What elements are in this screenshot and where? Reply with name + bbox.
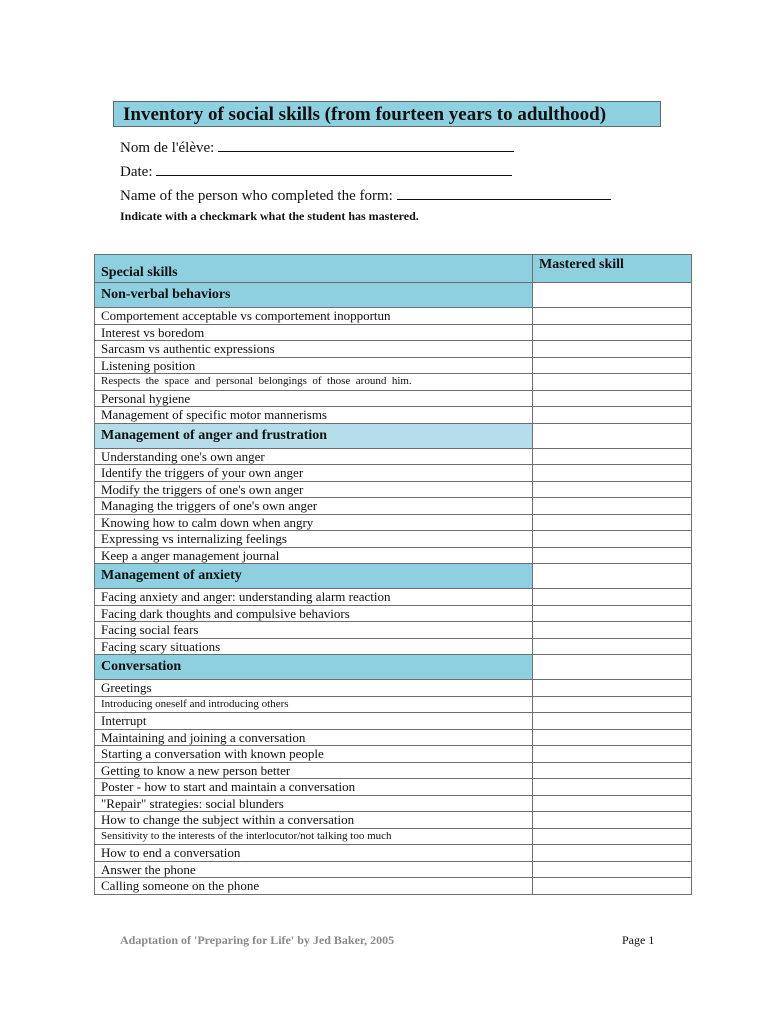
skill-name: Facing dark thoughts and compulsive behaviors — [95, 605, 533, 622]
mastered-checkbox-cell[interactable] — [533, 746, 692, 763]
mastered-checkbox-cell[interactable] — [533, 514, 692, 531]
table-row — [95, 680, 692, 697]
mastered-checkbox-cell[interactable] — [533, 729, 692, 746]
mastered-checkbox-cell[interactable] — [533, 498, 692, 515]
mastered-checkbox-cell[interactable] — [533, 762, 692, 779]
skill-name: Keep a anger management journal — [95, 547, 533, 564]
table-row — [95, 498, 692, 515]
mastered-checkbox-cell[interactable] — [533, 547, 692, 564]
mastered-checkbox-cell[interactable] — [533, 845, 692, 862]
skill-name: Facing anxiety and anger: understanding alarm reaction — [95, 589, 533, 606]
skill-name: Modify the triggers of one's own anger — [95, 481, 533, 498]
section-title: Non-verbal behaviors — [95, 283, 533, 308]
skill-name: Personal hygiene — [95, 390, 533, 407]
skill-name: Calling someone on the phone — [95, 878, 533, 895]
table-row — [95, 746, 692, 763]
table-row — [95, 390, 692, 407]
table-row — [95, 762, 692, 779]
skill-name: Maintaining and joining a conversation — [95, 729, 533, 746]
mastered-checkbox-cell[interactable] — [533, 448, 692, 465]
mastered-checkbox-cell[interactable] — [533, 680, 692, 697]
table-row — [95, 357, 692, 374]
skill-name: Facing social fears — [95, 622, 533, 639]
mastered-checkbox-cell[interactable] — [533, 531, 692, 548]
mastered-checkbox-cell[interactable] — [533, 308, 692, 325]
skill-name: Listening position — [95, 357, 533, 374]
mastered-checkbox-cell[interactable] — [533, 341, 692, 358]
mastered-checkbox-cell[interactable] — [533, 696, 692, 713]
skill-name: How to end a conversation — [95, 845, 533, 862]
skill-name: Greetings — [95, 680, 533, 697]
skill-name: Comportement acceptable vs comportement inopportun — [95, 308, 533, 325]
mastered-checkbox-cell[interactable] — [533, 357, 692, 374]
skill-name: Management of specific motor mannerisms — [95, 407, 533, 424]
mastered-checkbox-cell[interactable] — [533, 812, 692, 829]
table-row — [95, 605, 692, 622]
mastered-checkbox-cell[interactable] — [533, 374, 692, 391]
table-row — [95, 713, 692, 730]
date-blank[interactable] — [156, 162, 512, 176]
mastered-checkbox-cell[interactable] — [533, 605, 692, 622]
section-mastered-cell — [533, 423, 692, 448]
section-mastered-cell — [533, 655, 692, 680]
section-mastered-cell — [533, 283, 692, 308]
table-row — [95, 407, 692, 424]
table-row — [95, 448, 692, 465]
skill-name: Poster - how to start and maintain a conversation — [95, 779, 533, 796]
skill-name: Facing scary situations — [95, 638, 533, 655]
date-label: Date: — [120, 164, 153, 180]
skill-name: How to change the subject within a conversation — [95, 812, 533, 829]
table-row — [95, 622, 692, 639]
footer-attribution: Adaptation of 'Preparing for Life' by Jed Baker, 2005 — [120, 933, 395, 947]
student-name-label: Nom de l'élève: — [120, 140, 215, 156]
section-title: Management of anxiety — [95, 564, 533, 589]
skill-name: Identify the triggers of your own anger — [95, 465, 533, 482]
date-field — [120, 162, 512, 181]
skill-name: "Repair" strategies: social blunders — [95, 795, 533, 812]
table-row — [95, 589, 692, 606]
section-row — [95, 423, 692, 448]
mastered-checkbox-cell[interactable] — [533, 779, 692, 796]
student-name-blank[interactable] — [218, 138, 514, 152]
completed-by-field — [120, 186, 611, 205]
table-row — [95, 481, 692, 498]
skills-table — [94, 254, 692, 895]
skill-name: Interrupt — [95, 713, 533, 730]
section-row — [95, 655, 692, 680]
table-row — [95, 531, 692, 548]
mastered-checkbox-cell[interactable] — [533, 324, 692, 341]
table-row — [95, 514, 692, 531]
skill-name: Expressing vs internalizing feelings — [95, 531, 533, 548]
instruction-text: Indicate with a checkmark what the student has mastered. — [120, 209, 419, 223]
table-row — [95, 779, 692, 796]
student-name-field — [120, 138, 514, 157]
mastered-checkbox-cell[interactable] — [533, 465, 692, 482]
mastered-checkbox-cell[interactable] — [533, 407, 692, 424]
completed-by-blank[interactable] — [397, 186, 611, 200]
skill-name: Managing the triggers of one's own anger — [95, 498, 533, 515]
table-row — [95, 324, 692, 341]
table-row — [95, 308, 692, 325]
table-row — [95, 638, 692, 655]
table-row — [95, 845, 692, 862]
completed-by-label: Name of the person who completed the form: — [120, 188, 393, 204]
special-skills-header: Special skills — [95, 255, 533, 283]
document-title: Inventory of social skills (from fourteen years to adulthood) — [113, 101, 661, 127]
section-row — [95, 564, 692, 589]
mastered-checkbox-cell[interactable] — [533, 589, 692, 606]
table-row — [95, 795, 692, 812]
mastered-checkbox-cell[interactable] — [533, 713, 692, 730]
section-row — [95, 283, 692, 308]
mastered-checkbox-cell[interactable] — [533, 481, 692, 498]
table-row — [95, 729, 692, 746]
table-header-row — [95, 255, 692, 283]
skill-name: Respects the space and personal belongings of those around him. — [95, 374, 533, 391]
mastered-checkbox-cell[interactable] — [533, 828, 692, 845]
mastered-checkbox-cell[interactable] — [533, 878, 692, 895]
skill-name: Getting to know a new person better — [95, 762, 533, 779]
skill-name: Sarcasm vs authentic expressions — [95, 341, 533, 358]
table-row — [95, 812, 692, 829]
mastered-checkbox-cell[interactable] — [533, 390, 692, 407]
table-row — [95, 341, 692, 358]
table-row — [95, 374, 692, 391]
skill-name: Knowing how to calm down when angry — [95, 514, 533, 531]
mastered-skill-header: Mastered skill — [533, 255, 692, 283]
table-row — [95, 465, 692, 482]
table-row — [95, 828, 692, 845]
skill-name: Understanding one's own anger — [95, 448, 533, 465]
page-number: Page 1 — [622, 933, 655, 947]
table-row — [95, 696, 692, 713]
skill-name: Sensitivity to the interests of the interlocutor/not talking too much — [95, 828, 533, 845]
mastered-checkbox-cell[interactable] — [533, 795, 692, 812]
skill-name: Starting a conversation with known people — [95, 746, 533, 763]
skill-name: Interest vs boredom — [95, 324, 533, 341]
mastered-checkbox-cell[interactable] — [533, 861, 692, 878]
mastered-checkbox-cell[interactable] — [533, 638, 692, 655]
skill-name: Introducing oneself and introducing others — [95, 696, 533, 713]
mastered-checkbox-cell[interactable] — [533, 622, 692, 639]
skill-name: Answer the phone — [95, 861, 533, 878]
table-row — [95, 878, 692, 895]
section-title: Conversation — [95, 655, 533, 680]
table-row — [95, 547, 692, 564]
section-title: Management of anger and frustration — [95, 423, 533, 448]
section-mastered-cell — [533, 564, 692, 589]
table-row — [95, 861, 692, 878]
